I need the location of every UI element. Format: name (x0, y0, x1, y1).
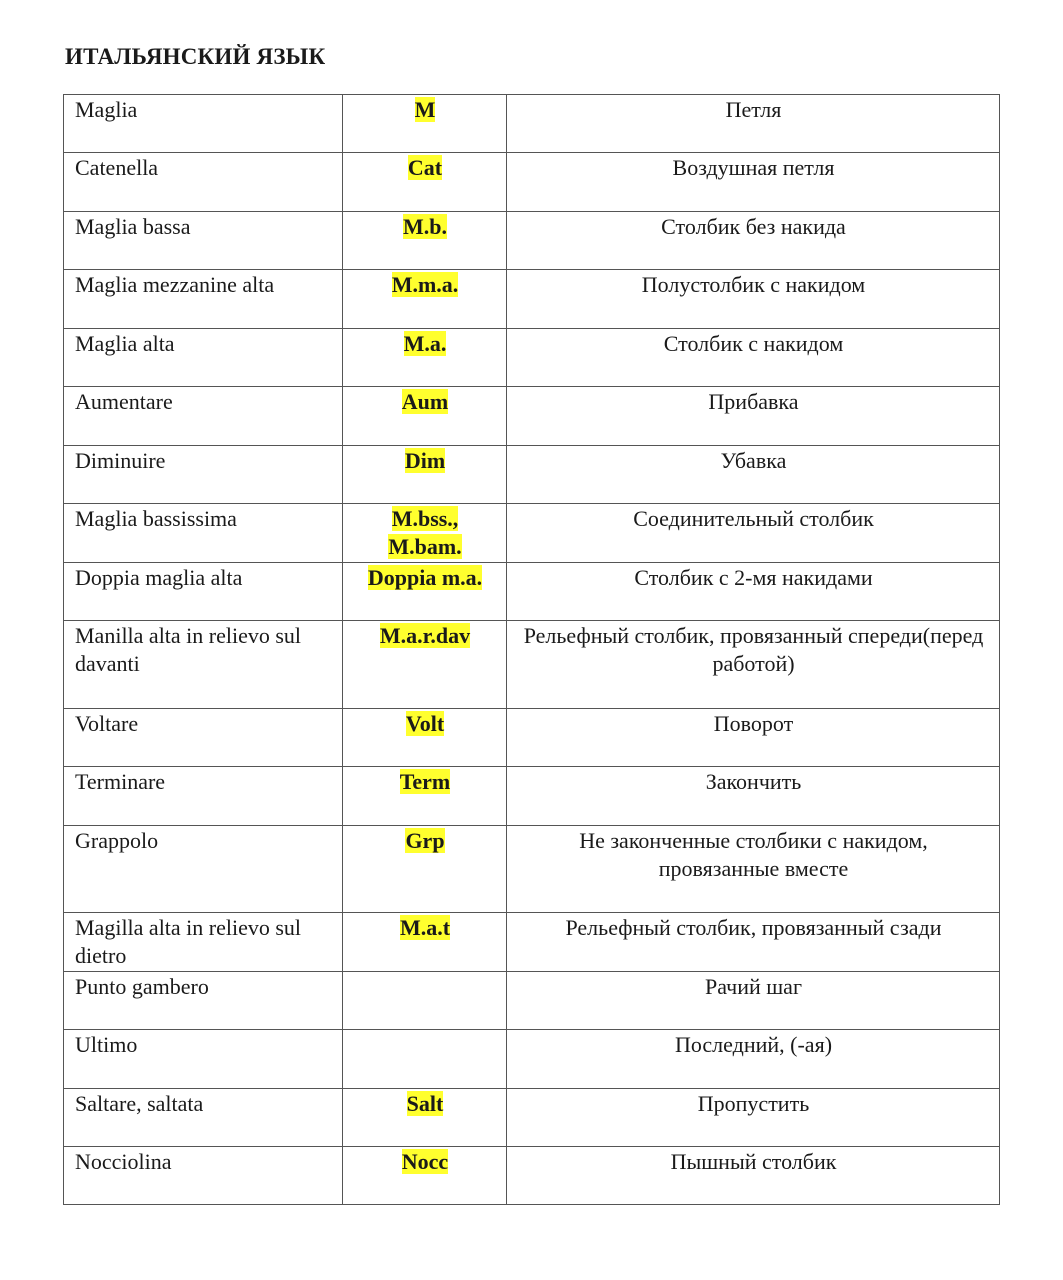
russian-translation-cell: Полустолбик с накидом (507, 270, 1000, 329)
abbreviation-cell (343, 446, 507, 504)
abbreviation-cell (343, 1089, 507, 1147)
italian-term-cell: Maglia alta (64, 329, 343, 387)
table-row (64, 1089, 1000, 1147)
abbreviation-highlight: M.m.a. (391, 272, 459, 297)
italian-term-cell: Grappolo (64, 826, 343, 913)
table-row (64, 1030, 1000, 1089)
italian-term-cell: Maglia bassissima (64, 504, 343, 563)
italian-term-cell: Saltare, saltata (64, 1089, 343, 1147)
abbreviation-cell (343, 621, 507, 709)
russian-translation-cell: Столбик без накида (507, 212, 1000, 270)
russian-translation-cell: Не законченные столбики с накидом, провязанные вместе (507, 826, 1000, 913)
table-row (64, 1147, 1000, 1205)
italian-term-cell: Maglia mezzanine alta (64, 270, 343, 329)
abbreviation-highlight: Aum (401, 389, 449, 414)
russian-translation-cell: Пропустить (507, 1089, 1000, 1147)
abbreviation-highlight: Cat (407, 155, 443, 180)
russian-translation-cell: Убавка (507, 446, 1000, 504)
russian-translation-cell: Последний, (-ая) (507, 1030, 1000, 1089)
abbreviation-highlight: M.a. (403, 331, 447, 356)
russian-translation-cell: Соединительный столбик (507, 504, 1000, 563)
italian-term-cell: Terminare (64, 767, 343, 826)
russian-translation-cell: Рачий шаг (507, 972, 1000, 1030)
table-row (64, 826, 1000, 913)
russian-translation-cell: Рельефный столбик, провязанный сзади (507, 913, 1000, 972)
abbreviation-cell (343, 563, 507, 621)
abbreviation-cell (343, 767, 507, 826)
russian-translation-cell: Рельефный столбик, провязанный спереди(перед работой) (507, 621, 1000, 709)
abbreviation-highlight: Dim (404, 448, 446, 473)
russian-translation-cell: Пышный столбик (507, 1147, 1000, 1205)
russian-translation-cell: Прибавка (507, 387, 1000, 446)
abbreviation-cell (343, 95, 507, 153)
abbreviation-highlight: Volt (405, 711, 445, 736)
italian-term-cell: Voltare (64, 709, 343, 767)
abbreviation-highlight: M (414, 97, 436, 122)
abbreviation-highlight: M.a.r.dav (379, 623, 471, 648)
glossary-table (63, 94, 1000, 1205)
italian-term-cell: Diminuire (64, 446, 343, 504)
abbreviation-cell (343, 504, 507, 563)
italian-term-cell: Punto gambero (64, 972, 343, 1030)
italian-term-cell: Magilla alta in relievo sul dietro (64, 913, 343, 972)
russian-translation-cell: Закончить (507, 767, 1000, 826)
italian-term-cell: Ultimo (64, 1030, 343, 1089)
glossary-body (64, 95, 1000, 1205)
abbreviation-highlight: M.b. (403, 214, 447, 239)
table-row (64, 913, 1000, 972)
table-row (64, 270, 1000, 329)
italian-term-cell: Manilla alta in relievo sul davanti (64, 621, 343, 709)
table-row (64, 621, 1000, 709)
table-row (64, 709, 1000, 767)
abbreviation-cell (343, 329, 507, 387)
abbreviation-highlight: Doppia m.a. (367, 565, 483, 590)
abbreviation-cell (343, 1030, 507, 1089)
abbreviation-highlight: Term (399, 769, 451, 794)
abbreviation-cell (343, 972, 507, 1030)
table-row (64, 212, 1000, 270)
page-title: ИТАЛЬЯНСКИЙ ЯЗЫК (65, 44, 326, 69)
table-row (64, 563, 1000, 621)
italian-term-cell: Catenella (64, 153, 343, 212)
table-row (64, 446, 1000, 504)
italian-term-cell: Nocciolina (64, 1147, 343, 1205)
abbreviation-highlight: Salt (406, 1091, 444, 1116)
abbreviation-cell (343, 709, 507, 767)
russian-translation-cell: Столбик с накидом (507, 329, 1000, 387)
russian-translation-cell: Петля (507, 95, 1000, 153)
abbreviation-highlight: M.a.t (399, 915, 451, 940)
abbreviation-cell (343, 153, 507, 212)
abbreviation-cell (343, 270, 507, 329)
russian-translation-cell: Столбик с 2-мя накидами (507, 563, 1000, 621)
abbreviation-highlight: Grp (405, 828, 445, 853)
table-row (64, 329, 1000, 387)
italian-term-cell: Doppia maglia alta (64, 563, 343, 621)
abbreviation-highlight: Nocc (401, 1149, 449, 1174)
abbreviation-highlight: M.bss., M.bam. (388, 506, 462, 559)
table-row (64, 387, 1000, 446)
italian-term-cell: Maglia bassa (64, 212, 343, 270)
italian-term-cell: Maglia (64, 95, 343, 153)
abbreviation-cell (343, 1147, 507, 1205)
abbreviation-cell (343, 212, 507, 270)
table-row (64, 153, 1000, 212)
italian-term-cell: Aumentare (64, 387, 343, 446)
table-row (64, 972, 1000, 1030)
table-row (64, 504, 1000, 563)
abbreviation-cell (343, 913, 507, 972)
russian-translation-cell: Воздушная петля (507, 153, 1000, 212)
abbreviation-cell (343, 387, 507, 446)
table-row (64, 767, 1000, 826)
abbreviation-cell (343, 826, 507, 913)
table-row (64, 95, 1000, 153)
russian-translation-cell: Поворот (507, 709, 1000, 767)
